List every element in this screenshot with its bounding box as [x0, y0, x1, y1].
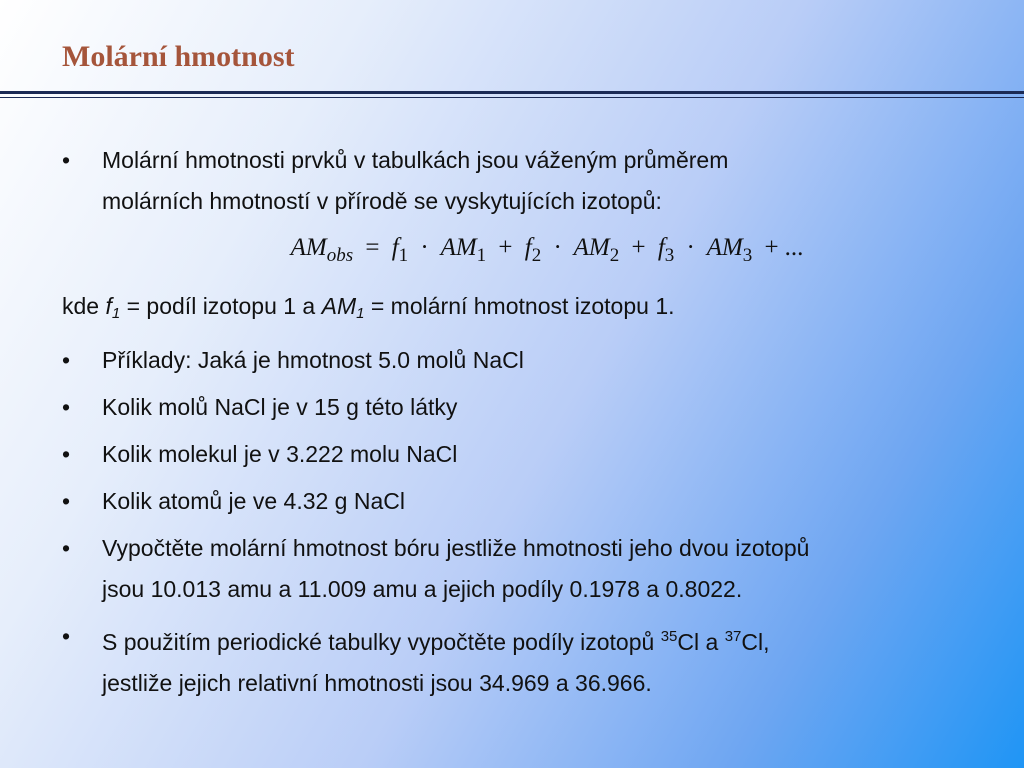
bullet-text-line: jestliže jejich relativní hmotnosti jsou 34.969 a 36.966.: [102, 670, 652, 696]
bullet-example-moles: [62, 387, 992, 428]
slide-title: Molární hmotnost: [62, 40, 295, 73]
bullet-example-molecules: [62, 434, 992, 475]
bullet-text-line: Vypočtěte molární hmotnost bóru jestliže hmotnosti jeho dvou izotopů: [102, 535, 810, 561]
bullet-text-line: Molární hmotnosti prvků v tabulkách jsou váženým průměrem: [102, 147, 729, 173]
molar-mass-formula: $AM_{obs} = f_1 \cdot AM_1 + f_2 \cdot AM_2 + f_3 \cdot AM_3$ + ...: [290, 234, 804, 266]
slide-content: [62, 140, 992, 710]
title-divider-thin: [0, 97, 1024, 98]
bullet-icon: •: [62, 535, 71, 561]
bullet-text-line: molárních hmotností v přírodě se vyskytujících izotopů:: [102, 188, 662, 214]
bullet-text-line: jsou 10.013 amu a 11.009 amu a jejich podíly 0.1978 a 0.8022.: [102, 576, 743, 602]
bullet-chlorine-isotopes: [62, 616, 992, 704]
bullet-text-line: Kolik molů NaCl je v 15 g této látky: [102, 394, 458, 420]
bullet-icon: •: [62, 488, 71, 514]
bullet-icon: •: [62, 394, 71, 420]
bullet-icon: •: [62, 347, 71, 373]
bullet-boron-molar-mass: [62, 528, 992, 610]
bullet-icon: •: [62, 147, 71, 173]
bullet-text-line: S použitím periodické tabulky vypočtěte podíly izotopů $^{35}$Cl a $^{37}$Cl,: [102, 628, 770, 655]
formula-definition: kde $f_1$ = podíl izotopu 1 a $AM_1$ = molární hmotnost izotopu 1.: [62, 293, 675, 322]
bullet-weighted-average: [62, 140, 992, 222]
title-divider-thick: [0, 91, 1024, 94]
bullet-example-mass: [62, 340, 992, 381]
bullet-text-line: Kolik molekul je v 3.222 molu NaCl: [102, 441, 458, 467]
bullet-text-line: Příklady: Jaká je hmotnost 5.0 molů NaCl: [102, 347, 524, 373]
bullet-example-atoms: [62, 481, 992, 522]
bullet-icon: •: [62, 623, 71, 649]
bullet-icon: •: [62, 441, 71, 467]
bullet-text-line: Kolik atomů je ve 4.32 g NaCl: [102, 488, 405, 514]
